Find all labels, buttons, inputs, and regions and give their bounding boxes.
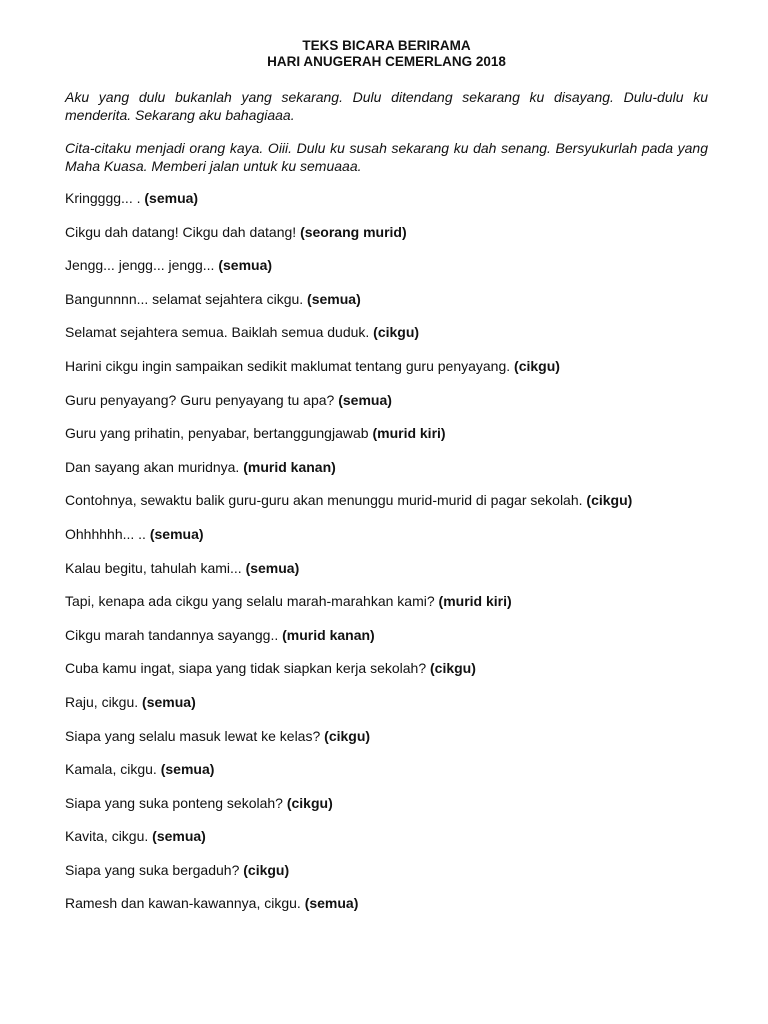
speaker-tag: (semua) (152, 828, 206, 845)
speaker-tag: (cikgu) (373, 324, 420, 341)
dialogue-line (65, 592, 708, 610)
dialogue-text: Siapa yang suka ponteng sekolah? (65, 794, 287, 811)
dialogue-text: Tapi, kenapa ada cikgu yang selalu marah-marahkan kami? (65, 593, 439, 610)
speaker-tag: (semua) (245, 559, 300, 576)
speaker-tag: (murid kanan) (243, 458, 336, 475)
dialogue-line (65, 626, 708, 644)
dialogue-line (65, 794, 708, 812)
dialogue-line (65, 693, 708, 711)
dialogue-text: Jengg... jengg... jengg... (65, 257, 219, 274)
speaker-tag: (murid kiri) (372, 425, 446, 442)
dialogue-text: Guru penyayang? Guru penyayang tu apa? (65, 391, 339, 408)
speaker-tag: (semua) (144, 190, 199, 206)
speaker-tag: (cikgu) (586, 492, 633, 509)
speaker-tag: (murid kanan) (282, 626, 375, 643)
intro-paragraph-1: Aku yang dulu bukanlah yang sekarang. Dulu ditendang sekarang ku disayang. Dulu-dulu ku menderita. Sekarang aku bahagiaaa. (65, 89, 708, 123)
dialogue-text: Siapa yang selalu masuk lewat ke kelas? (65, 727, 325, 744)
speaker-tag: (semua) (218, 257, 273, 274)
dialogue-text: Cuba kamu ingat, siapa yang tidak siapkan kerja sekolah? (65, 660, 430, 677)
dialogue-line (65, 290, 708, 308)
dialogue-line (65, 391, 708, 409)
dialogue-line (65, 559, 708, 577)
dialogue-line (65, 659, 708, 677)
speaker-tag: (murid kiri) (438, 593, 512, 610)
dialogue-line (65, 525, 708, 543)
dialogue-line (65, 458, 708, 476)
document-title (65, 38, 708, 70)
speaker-tag: (cikgu) (243, 861, 290, 878)
speaker-tag: (cikgu) (324, 727, 371, 744)
dialogue-text: Ramesh dan kawan-kawannya, cikgu. (65, 895, 305, 912)
dialogue-text: Kamala, cikgu. (65, 761, 161, 778)
dialogue-line (65, 357, 708, 375)
dialogue-text: Raju, cikgu. (65, 693, 143, 710)
speaker-tag: (seorang murid) (300, 223, 407, 240)
speaker-tag: (cikgu) (514, 357, 560, 374)
dialogue-line (65, 727, 708, 745)
dialogue-text: Contohnya, sewaktu balik guru-guru akan menunggu murid-murid di pagar sekolah. (65, 492, 587, 509)
dialogue-text: Dan sayang akan muridnya. (65, 458, 244, 475)
dialogue-line (65, 223, 708, 241)
dialogue-line (65, 491, 708, 509)
dialogue-text: Cikgu marah tandannya sayangg.. (65, 626, 283, 643)
dialogue-text: Siapa yang suka bergaduh? (65, 861, 244, 878)
speaker-tag: (cikgu) (430, 660, 476, 677)
title-line-1: TEKS BICARA BERIRAMA (302, 38, 471, 53)
dialogue-text: Ohhhhhh... .. (65, 525, 150, 542)
speaker-tag: (cikgu) (286, 794, 333, 811)
dialogue-text: Kalau begitu, tahulah kami... (65, 559, 246, 576)
dialogue-text: Bangunnnn... selamat sejahtera cikgu. (65, 290, 308, 307)
speaker-tag: (semua) (304, 895, 359, 912)
dialogue-line (65, 323, 708, 341)
dialogue-text: Harini cikgu ingin sampaikan sedikit maklumat tentang guru penyayang. (65, 357, 515, 374)
dialogue-line (65, 256, 708, 274)
dialogue-text: Cikgu dah datang! Cikgu dah datang! (65, 223, 301, 240)
dialogue-line (65, 861, 708, 879)
speaker-tag: (semua) (142, 693, 196, 710)
speaker-tag: (semua) (149, 525, 204, 542)
dialogue-line (65, 760, 708, 778)
speaker-tag: (semua) (307, 290, 361, 307)
dialogue-text: Guru yang prihatin, penyabar, bertanggungjawab (65, 425, 373, 442)
speaker-tag: (semua) (160, 761, 215, 778)
dialogue-line (65, 894, 708, 912)
title-line-2: HARI ANUGERAH CEMERLANG 2018 (267, 54, 506, 69)
dialogue-line (65, 827, 708, 845)
dialogue-line (65, 189, 708, 207)
speaker-tag: (semua) (338, 391, 392, 408)
intro-paragraph-2: Cita-citaku menjadi orang kaya. Oiii. Dulu ku susah sekarang ku dah senang. Bersyukurlah pada yang Maha Kuasa. Memberi jalan untuk ku semuaaa. (65, 140, 708, 174)
dialogue-line (65, 424, 708, 442)
dialogue-text: Kavita, cikgu. (65, 828, 153, 845)
dialogue-text: Selamat sejahtera semua. Baiklah semua duduk. (65, 324, 374, 341)
dialogue-text: Kringggg... . (65, 190, 145, 206)
